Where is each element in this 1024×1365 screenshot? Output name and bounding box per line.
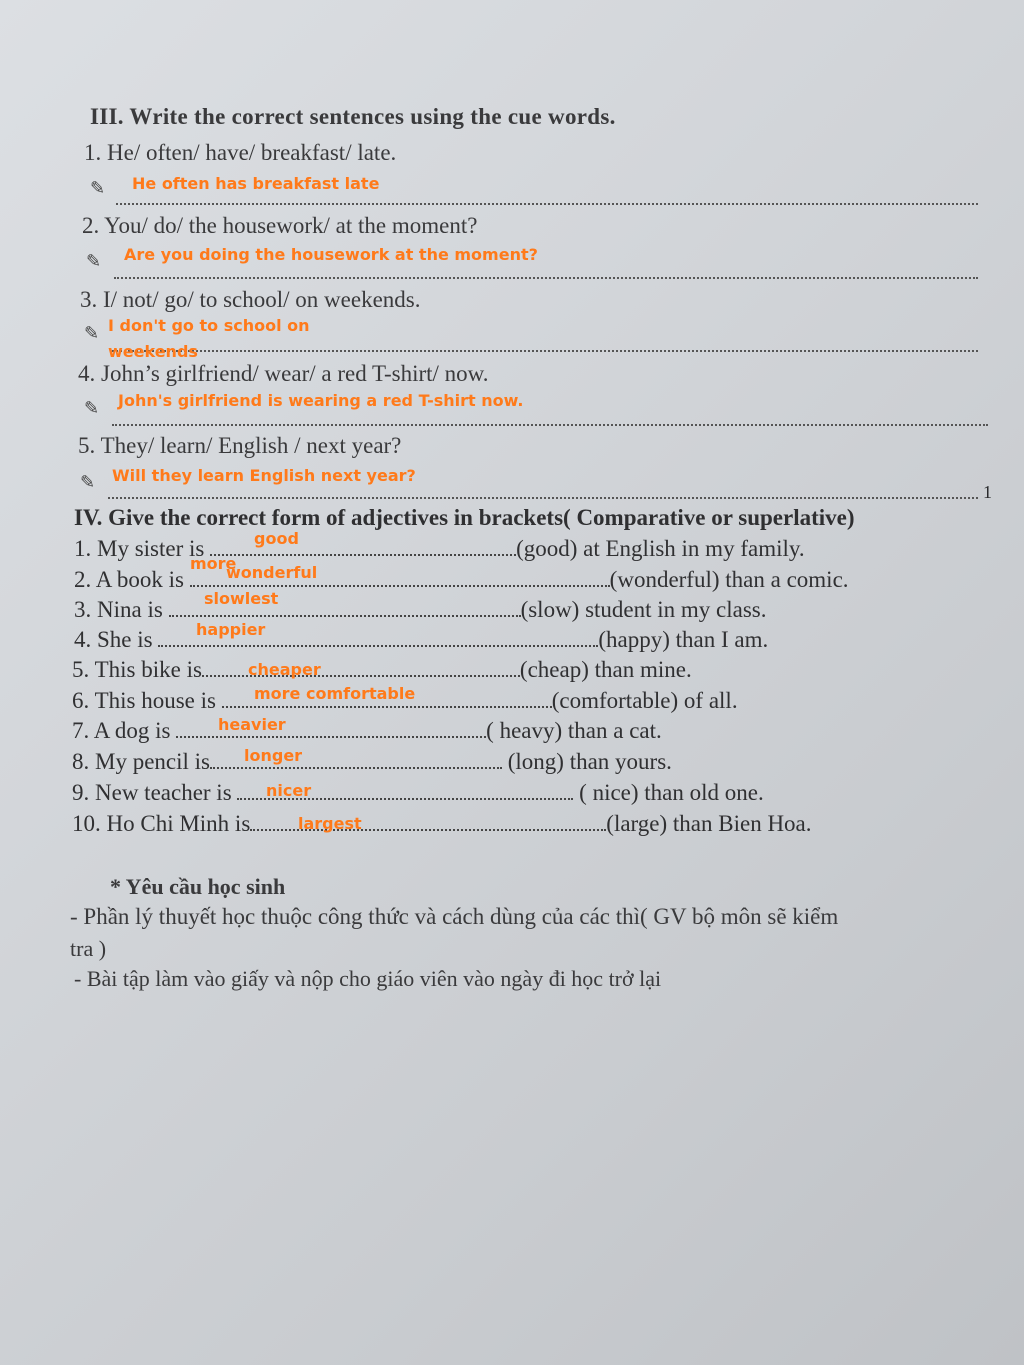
pen-icon: ✎	[84, 398, 100, 418]
answer-line	[112, 424, 988, 426]
exercise-4-row-10	[72, 811, 812, 837]
pen-icon: ✎	[80, 472, 96, 492]
exercise-3-prompt-5: 5. They/ learn/ English / next year?	[78, 433, 402, 458]
answer-4-5: cheaper	[248, 660, 321, 679]
row-end: (wonderful) than a comic.	[609, 567, 849, 592]
notes-heading: * Yêu cầu học sinh	[110, 874, 286, 899]
answer-4-2-prefix: more	[190, 554, 237, 573]
answer-blank	[222, 706, 552, 708]
answer-4-6: more comfortable	[254, 684, 416, 703]
exercise-4-row-5	[72, 657, 692, 683]
row-start: 5. This bike is	[72, 657, 202, 682]
exercise-3-prompt-1: 1. He/ often/ have/ breakfast/ late.	[84, 140, 397, 165]
answer-4-3: slowlest	[204, 589, 279, 608]
notes-line-2: - Bài tập làm vào giấy và nộp cho giáo viên vào ngày đi học trở lại	[74, 966, 662, 991]
row-start: 8. My pencil is	[72, 749, 210, 774]
pen-icon: ✎	[84, 323, 100, 343]
row-start: 4. She is	[74, 627, 159, 652]
exercise-3-prompt-3: 3. I/ not/ go/ to school/ on weekends.	[80, 287, 421, 312]
answer-3-2: Are you doing the housework at the moment?	[124, 245, 538, 264]
answer-3-3-line-1: I don't go to school on	[108, 316, 310, 335]
row-end: ( heavy) than a cat.	[486, 718, 662, 743]
section-3-title: III. Write the correct sentences using the cue words.	[90, 104, 616, 129]
row-end: (happy) than I am.	[598, 627, 769, 652]
pen-icon: ✎	[90, 178, 106, 198]
answer-blank	[190, 585, 610, 587]
answer-4-1: good	[254, 529, 299, 548]
answer-blank	[158, 645, 598, 647]
exercise-4-row-9	[72, 780, 764, 806]
row-start: 7. A dog is	[72, 718, 177, 743]
row-end: (long) than yours.	[502, 749, 672, 774]
notes-line-1: - Phần lý thuyết học thuộc công thức và cách dùng của các thì( GV bộ môn sẽ kiểm	[70, 904, 839, 929]
pen-icon: ✎	[86, 251, 102, 271]
answer-3-4: John's girlfriend is wearing a red T-shirt now.	[118, 391, 524, 410]
exercise-4-row-1	[74, 536, 805, 562]
answer-blank	[176, 736, 486, 738]
exercise-4-row-8	[72, 749, 672, 775]
row-end: (cheap) than mine.	[519, 657, 692, 682]
answer-4-8: longer	[244, 746, 303, 765]
row-start: 10. Ho Chi Minh is	[72, 811, 251, 836]
answer-4-7: heavier	[218, 715, 286, 734]
row-start: 3. Nina is	[74, 597, 169, 622]
row-start: 9. New teacher is	[72, 780, 238, 805]
answer-blank	[210, 767, 502, 769]
answer-3-1: He often has breakfast late	[132, 174, 380, 193]
answer-line	[112, 350, 978, 352]
answer-line	[114, 277, 978, 279]
exercise-4-row-7	[72, 718, 662, 744]
notes-line-1-continued: tra )	[70, 936, 107, 961]
page-number: 1	[983, 482, 992, 502]
row-start: 1. My sister is	[74, 536, 211, 561]
answer-4-4: happier	[196, 620, 266, 639]
row-start: 6. This house is	[72, 688, 222, 713]
answer-line	[116, 203, 978, 205]
exercise-3-prompt-4: 4. John’s girlfriend/ wear/ a red T-shirt/ now.	[78, 361, 489, 386]
answer-4-10: largest	[298, 814, 362, 833]
answer-3-5: Will they learn English next year?	[112, 466, 416, 485]
answer-3-3-line-2: weekends	[108, 342, 198, 361]
row-start: 2. A book is	[74, 567, 190, 592]
exercise-3-prompt-2: 2. You/ do/ the housework/ at the moment?	[82, 213, 478, 238]
row-end: ( nice) than old one.	[573, 780, 764, 805]
section-4-title: IV. Give the correct form of adjectives in brackets( Comparative or superlative)	[74, 505, 855, 530]
row-end: (slow) student in my class.	[520, 597, 767, 622]
answer-4-9: nicer	[266, 781, 312, 800]
answer-line	[108, 497, 978, 499]
exercise-4-row-3	[74, 597, 767, 623]
exercise-4-row-4	[74, 627, 768, 653]
answer-blank	[210, 554, 516, 556]
row-end: (good) at English in my family.	[516, 536, 805, 561]
row-end: (large) than Bien Hoa.	[606, 811, 812, 836]
row-end: (comfortable) of all.	[551, 688, 738, 713]
answer-4-2: wonderful	[226, 563, 318, 582]
answer-blank	[169, 615, 521, 617]
